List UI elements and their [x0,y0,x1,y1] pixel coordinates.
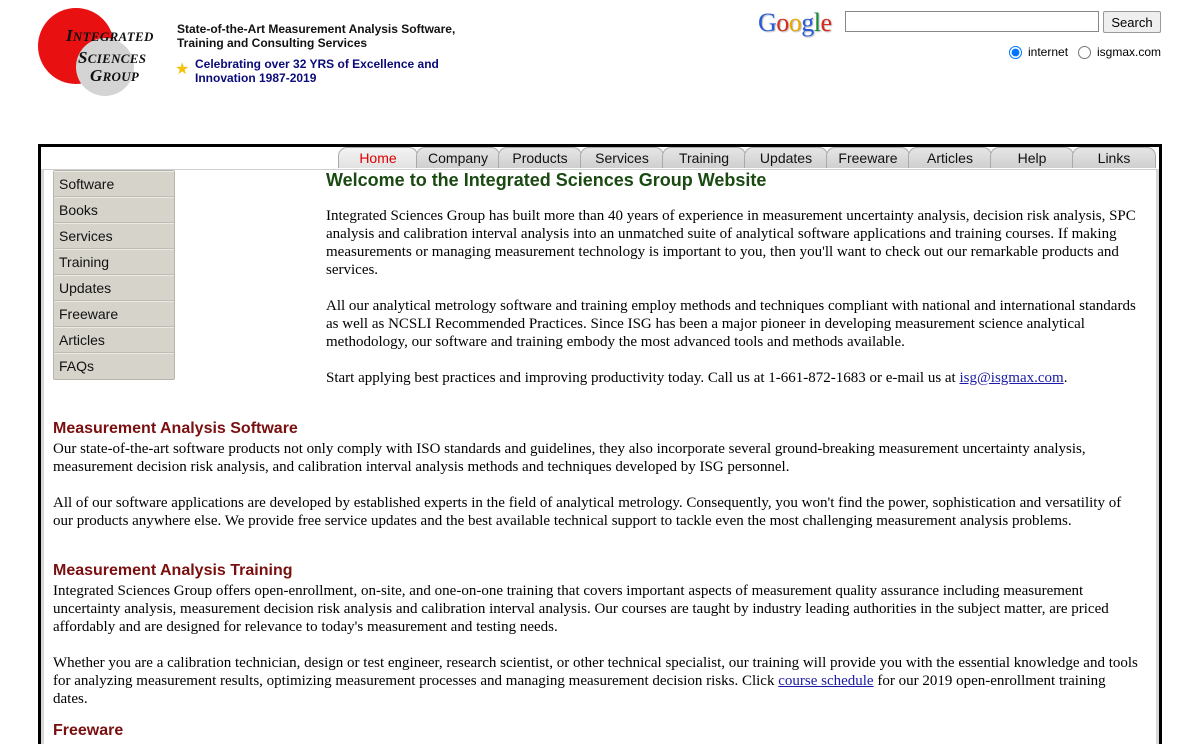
radio-site[interactable] [1078,45,1161,59]
sidebar-item-services[interactable]: Services [54,223,174,249]
radio-internet[interactable] [1009,45,1068,59]
email-link[interactable]: isg@isgmax.com [959,370,1064,386]
software-paragraph-2: All of our software applications are developed by established experts in the field of analytical metrology. Consequently, you won't find the power, sophistication and versatility of our products anywhere else. We provide free service updates and the best available technical support to tackle even the most challenging measurement analysis problems. [53,495,1122,529]
search-input[interactable] [845,11,1099,32]
tab-help[interactable]: Help [990,147,1074,168]
sidebar-item-articles[interactable]: Articles [54,327,174,353]
google-logo: Google [758,8,832,37]
sidebar-item-faqs[interactable]: FAQs [54,353,174,379]
star-icon: ★ [175,61,190,78]
sidebar [53,170,175,380]
tab-freeware[interactable]: Freeware [826,147,910,168]
search-button[interactable]: Search [1103,11,1161,33]
software-section [53,440,1143,548]
logo-word-group: GROUP [90,66,140,85]
tab-home[interactable]: Home [338,147,418,168]
isg-logo[interactable] [36,8,154,100]
sidebar-item-updates[interactable]: Updates [54,275,174,301]
tab-training[interactable]: Training [662,147,746,168]
sidebar-item-books[interactable]: Books [54,197,174,223]
tab-services[interactable]: Services [580,147,664,168]
software-section-title: Measurement Analysis Software [53,420,298,437]
logo-word-sciences: SCIENCES [78,48,147,67]
radio-site-label: isgmax.com [1097,45,1162,59]
radio-site-input[interactable] [1078,46,1091,59]
sidebar-item-software[interactable]: Software [54,171,174,197]
intro-section [326,207,1148,405]
freeware-section-title: Freeware [53,722,124,739]
course-schedule-link[interactable]: course schedule [778,673,874,689]
page-title: Welcome to the Integrated Sciences Group Website [326,170,767,190]
software-paragraph-1: Our state-of-the-art software products not only comply with ISO standards and guidelines, they also incorporate several ground-breaking measurement uncertainty analysis, measurement decision risk analysis, and calibration interval analysis methods and techniques developed by ISG personnel. [53,441,1086,475]
tab-company[interactable]: Company [416,147,500,168]
main-nav [338,146,1160,168]
radio-internet-label: internet [1028,45,1069,59]
radio-internet-input[interactable] [1009,46,1022,59]
intro-paragraph-1: Integrated Sciences Group has built more than 40 years of experience in measurement uncertainty analysis, decision risk analysis, SPC analysis and calibration interval analysis into an unmatched suite of analytical software applications and training courses. If making measurements or managing measurement technology is important to you, then you'll want to check out our remarkable products and services. [326,208,1136,278]
tab-links[interactable]: Links [1072,147,1156,168]
training-section [53,582,1143,726]
tab-articles[interactable]: Articles [908,147,992,168]
training-paragraph-1: Integrated Sciences Group offers open-enrollment, on-site, and one-on-one training that covers important aspects of measurement quality assurance including measurement uncertainty analysis, measurement decision risk analysis and calibration interval analysis. Our courses are taught by industry leading authorities in the subject matter, are priced affordably and are designed for relevance to today's measurement and testing needs. [53,583,1109,635]
training-section-title: Measurement Analysis Training [53,562,293,579]
celebrate-text: Celebrating over 32 YRS of Excellence and Innovation 1987-2019 [195,57,439,85]
sidebar-item-training[interactable]: Training [54,249,174,275]
header-tagline: State-of-the-Art Measurement Analysis Software, Training and Consulting Services [177,22,456,50]
logo-word-integrated: INTEGRATED [66,26,154,45]
tab-updates[interactable]: Updates [744,147,828,168]
intro-paragraph-3: Start applying best practices and improving productivity today. Call us at 1-661-872-1683 or e-mail us at isg@isgmax.com. [326,370,1068,386]
sidebar-item-freeware[interactable]: Freeware [54,301,174,327]
tab-products[interactable]: Products [498,147,582,168]
training-paragraph-2: Whether you are a calibration technician, design or test engineer, research scientist, or other technical specialist, our training will provide you with the essential knowledge and tools for analyzing measurement results, optimizing measurement processes and managing measurement decision risks. Click course schedule for our 2019 open-enrollment training dates. [53,655,1138,707]
intro-paragraph-2: All our analytical metrology software and training employ methods and techniques compliant with national and international standards as well as NCSLI Recommended Practices. Since ISG has been a major pioneer in developing measurement science analytical methodology, our software and training embody the most advanced tools and methods available. [326,298,1136,350]
